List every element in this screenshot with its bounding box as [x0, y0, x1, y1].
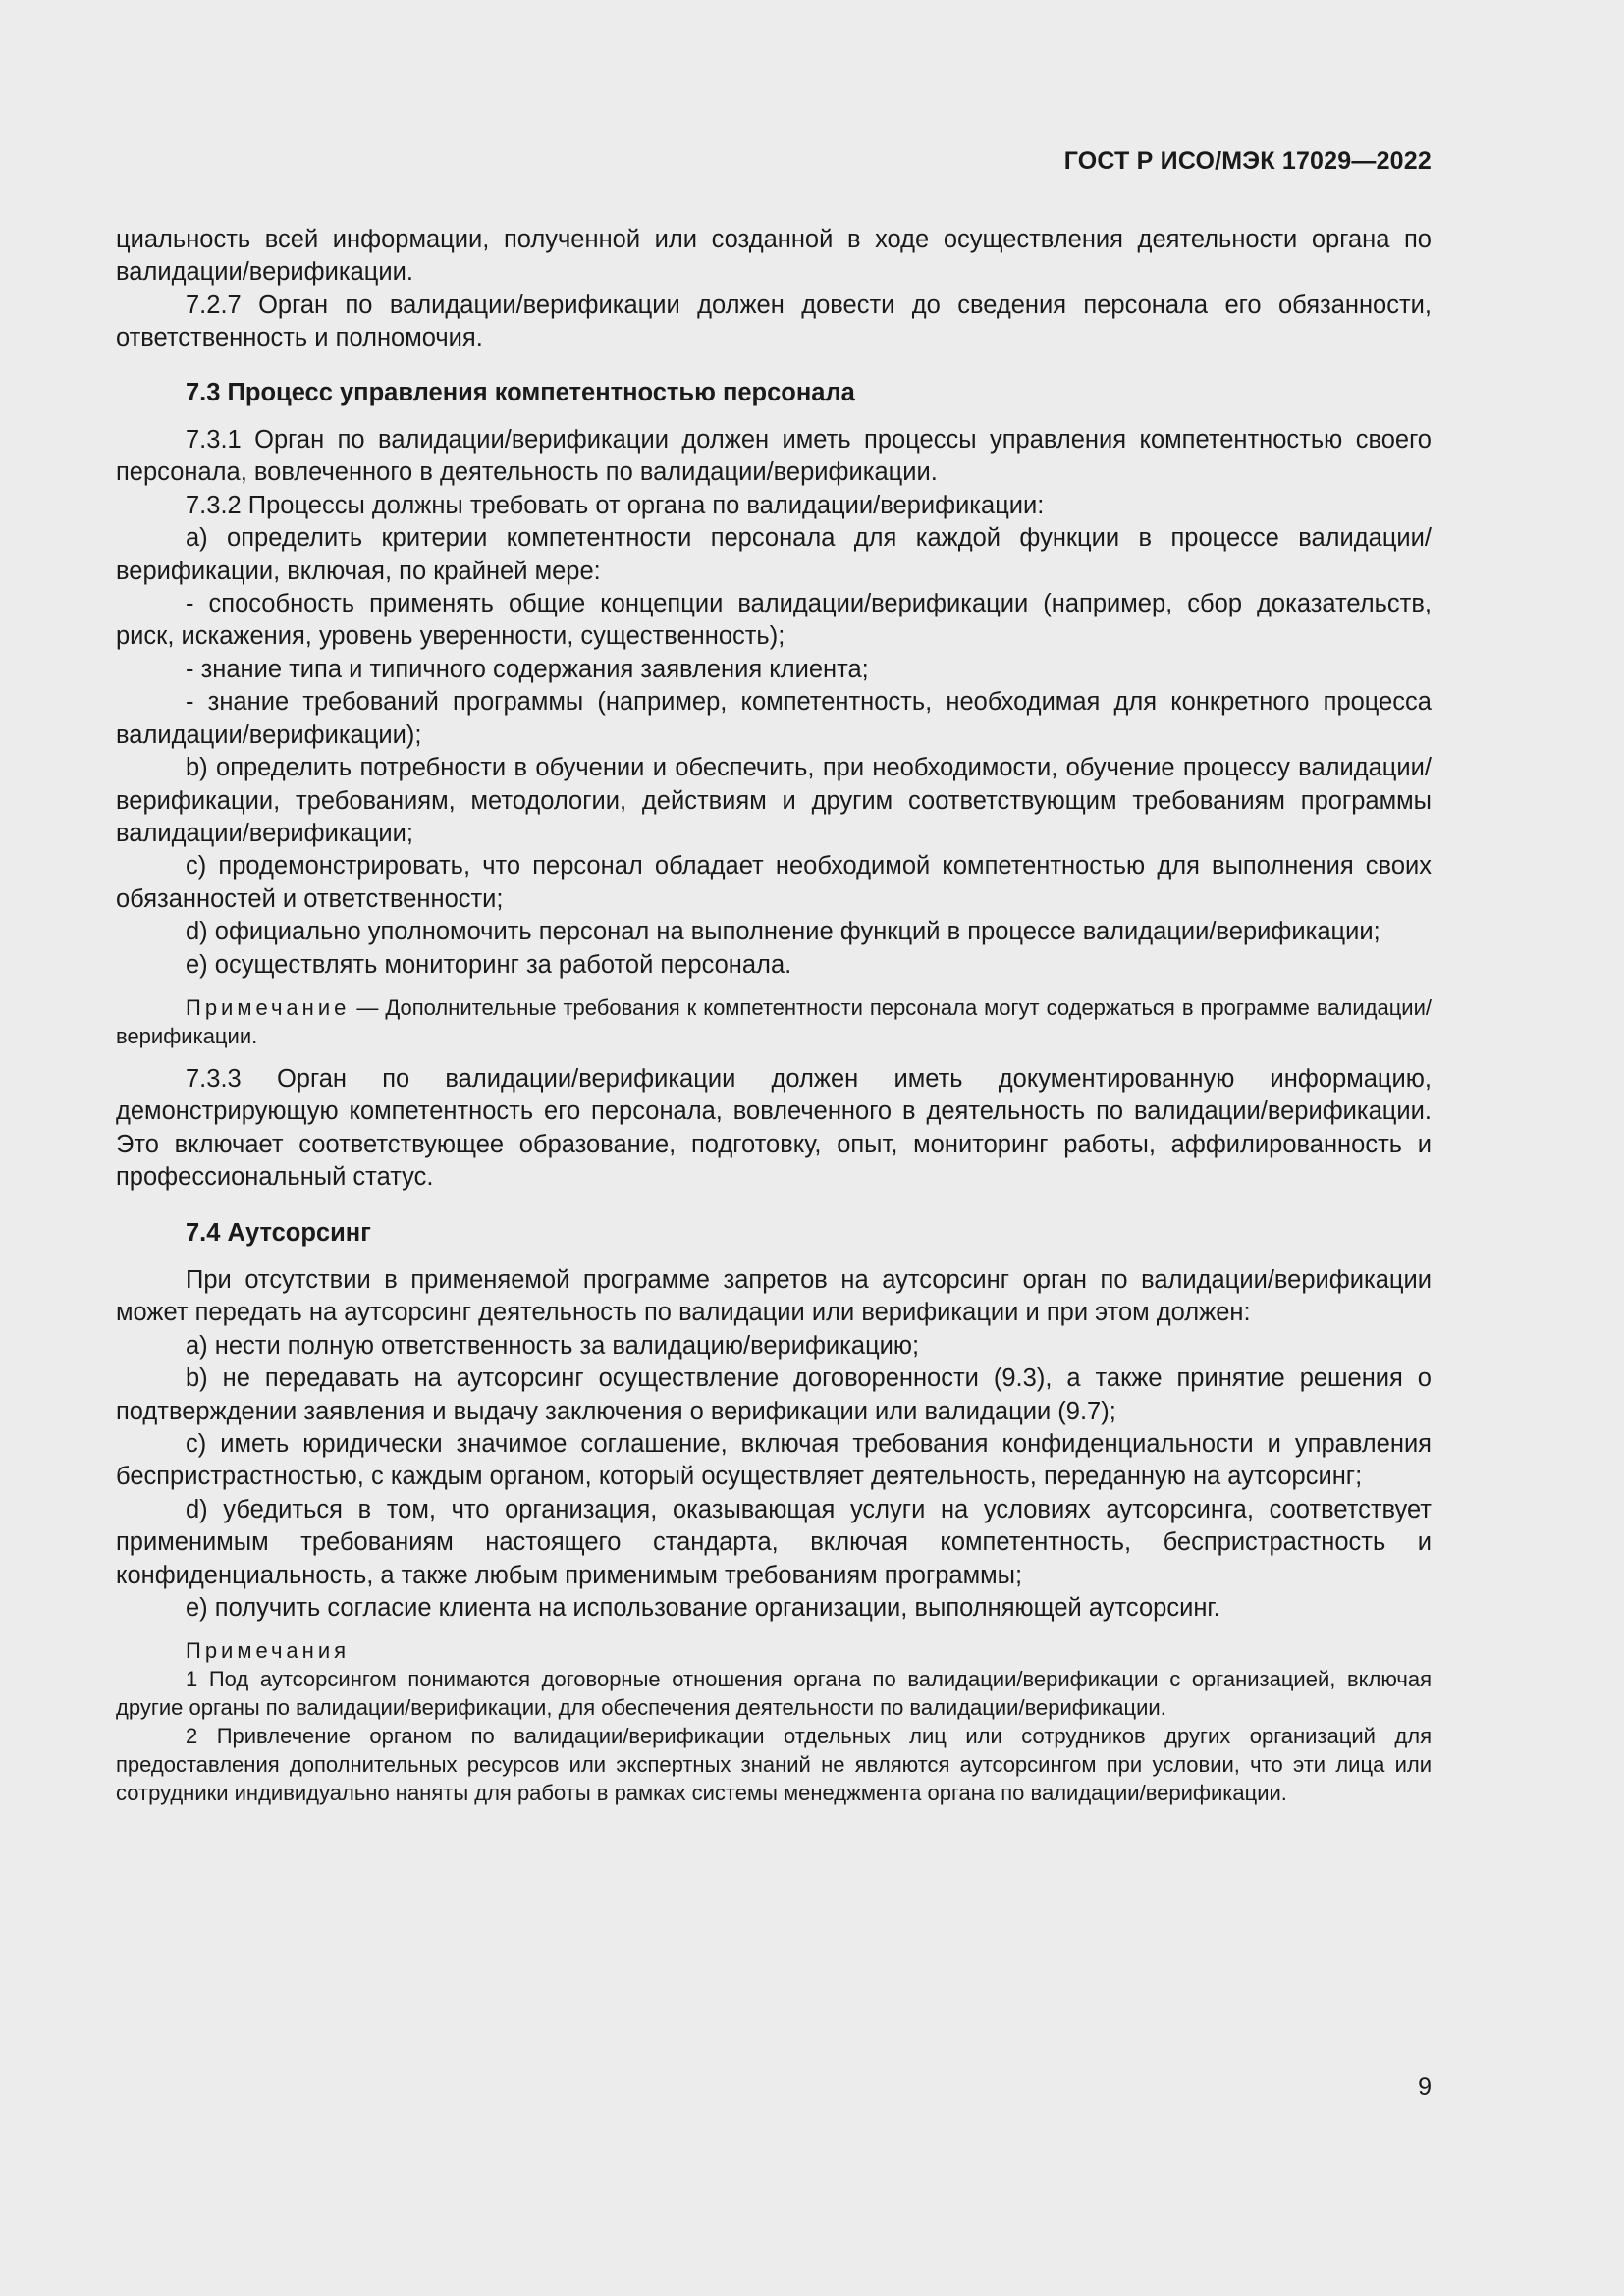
paragraph-7-3-1: 7.3.1 Орган по валидации/верификации должен иметь процессы управления компетентностью своего персонала, вовлеченного в деятельность по валидации/верификации.	[116, 426, 1432, 487]
paragraph-7-2-7: 7.2.7 Орган по валидации/верификации должен довести до сведения персонала его обязанности, ответственность и полномочия.	[116, 291, 1432, 352]
notes-label: Примечания	[186, 1638, 351, 1664]
outsourcing-item-a: a) нести полную ответственность за валидацию/верификацию;	[186, 1331, 920, 1360]
note-2: 2 Привлечение органом по валидации/верификации отдельных лиц или сотрудников других организаций для предоставления дополнительных ресурсов или экспертных знаний не являются аутсорсингом при условии, что эти лица или сотрудники индивидуально наняты для работы в рамках системы менеджмента органа по валидации/верификации.	[116, 1724, 1432, 1806]
page-number: 9	[1418, 2073, 1432, 2101]
outsourcing-item-b: b) не передавать на аутсорсинг осуществление договоренности (9.3), а также принятие решения о подтверждении заявления и выдачу заключения о верификации или валидации (9.7);	[116, 1364, 1432, 1425]
note-7-3	[116, 993, 1432, 1050]
outsourcing-item-c: c) иметь юридически значимое соглашение, включая требования конфиденциальности и управления беспристрастностью, с каждым органом, который осуществляет деятельность, переданную на аутсорсинг;	[116, 1430, 1432, 1491]
outsourcing-item-d: d) убедиться в том, что организация, оказывающая услуги на условиях аутсорсинга, соответствует применимым требованиям настоящего стандарта, включая компетентность, беспристрастность и конфиденциальность, а также любым применимым требованиям программы;	[116, 1495, 1432, 1589]
list-item-b: b) определить потребности в обучении и обеспечить, при необходимости, обучение процессу валидации/верификации, требованиям, методологии, действиям и другим соответствующим требованиям программы валидации/верификации;	[116, 754, 1432, 847]
note-1: 1 Под аутсорсингом понимаются договорные отношения органа по валидации/верификации с организацией, включая другие органы по валидации/верификации, для обеспечения деятельности по валидации/верификации.	[116, 1667, 1432, 1721]
paragraph-continuation: циальность всей информации, полученной или созданной в ходе осуществления деятельности органа по валидации/верификации.	[116, 226, 1432, 287]
sub-item-1: - способность применять общие концепции валидации/верификации (например, сбор доказательств, риск, искажения, уровень уверенности, существенность);	[116, 590, 1432, 651]
notes-heading	[116, 1636, 1432, 1665]
note-label: Примечание	[186, 994, 351, 1020]
list-item-a: a) определить критерии компетентности персонала для каждой функции в процессе валидации/верификации, включая, по крайней мере:	[116, 524, 1432, 585]
document-header: ГОСТ Р ИСО/МЭК 17029—2022	[1063, 147, 1432, 175]
paragraph-7-4: При отсутствии в применяемой программе запретов на аутсорсинг орган по валидации/верификации может передать на аутсорсинг деятельность по валидации или верификации и при этом должен:	[116, 1265, 1432, 1327]
document-body	[116, 224, 1432, 1807]
note-text: Дополнительные требования к компетентности персонала могут содержаться в программе валидации/верификации.	[116, 994, 1432, 1048]
list-item-d: d) официально уполномочить персонал на выполнение функций в процессе валидации/верификации;	[186, 918, 1380, 946]
heading-7-3: 7.3 Процесс управления компетентностью персонала	[186, 378, 855, 406]
outsourcing-item-e: e) получить согласие клиента на использование организации, выполняющей аутсорсинг.	[186, 1594, 1220, 1623]
paragraph-7-3-3: 7.3.3 Орган по валидации/верификации должен иметь документированную информацию, демонстрирующую компетентность его персонала, вовлеченного в деятельность по валидации/верификации. Это включает соответствующее образование, подготовку, опыт, мониторинг работы, аффилированность и профессиональный статус.	[116, 1064, 1432, 1192]
list-item-c: c) продемонстрировать, что персонал обладает необходимой компетентностью для выполнения своих обязанностей и ответственности;	[116, 852, 1432, 913]
sub-item-3: - знание требований программы (например, компетентность, необходимая для конкретного процесса валидации/верификации);	[116, 688, 1432, 749]
sub-item-2: - знание типа и типичного содержания заявления клиента;	[186, 655, 869, 683]
heading-7-4: 7.4 Аутсорсинг	[186, 1218, 371, 1247]
paragraph-7-3-2: 7.3.2 Процессы должны требовать от органа по валидации/верификации:	[186, 491, 1045, 519]
list-item-e: e) осуществлять мониторинг за работой персонала.	[186, 950, 792, 979]
note-dash: —	[350, 994, 386, 1020]
